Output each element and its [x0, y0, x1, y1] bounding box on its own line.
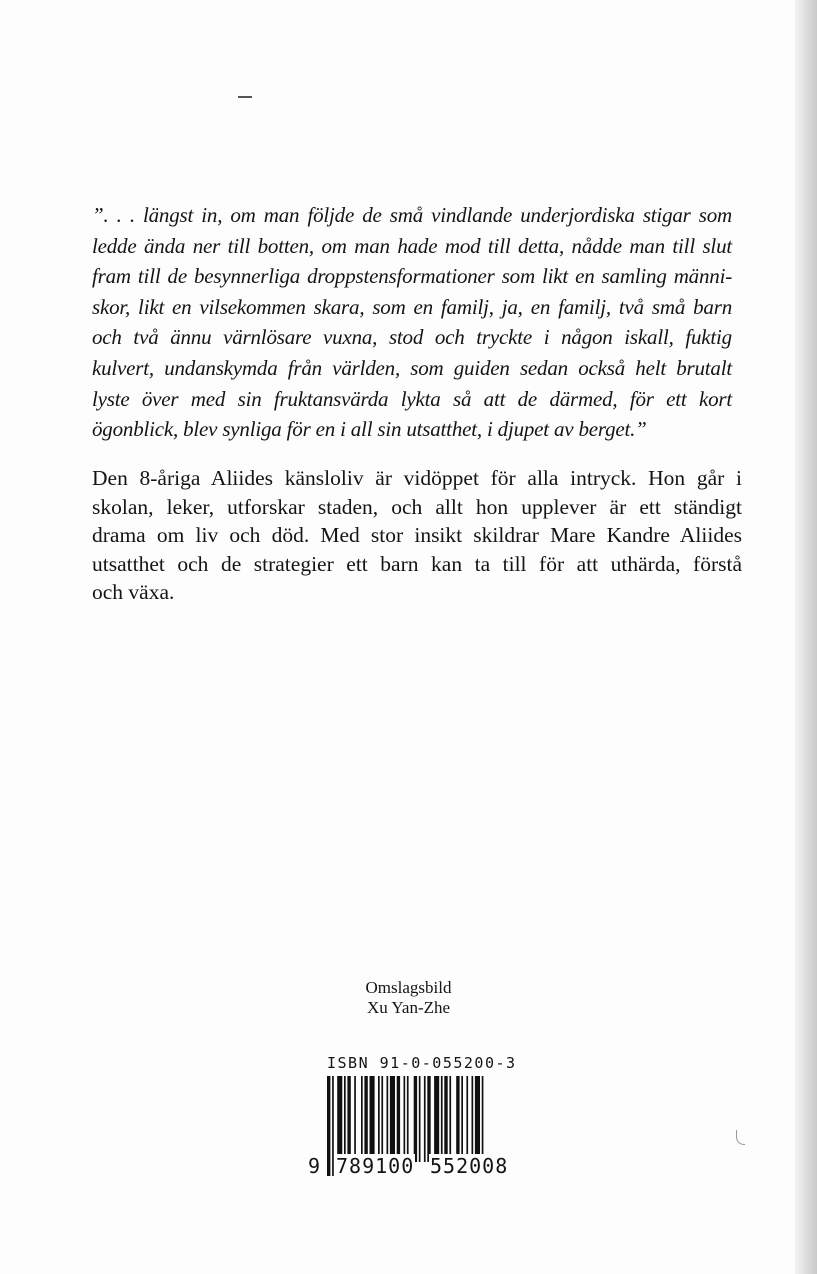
description-line: skolan, leker, utforskar staden, och allt hon upplever är ett ständigt — [92, 494, 742, 519]
quote-line: kulvert, undanskymda från världen, som guiden sedan också helt brutalt — [92, 355, 732, 380]
barcode-right-group: 552008 — [430, 1154, 509, 1178]
quote-line: ”. . . längst in, om man följde de små vindlande underjordiska stigar som — [92, 203, 732, 227]
description-line: Den 8-åriga Aliides känsloliv är vidöppet för alla intryck. Hon går i — [92, 466, 742, 490]
cover-credit-label: Omslagsbild — [365, 978, 452, 997]
barcode-lead-digit: 9 — [308, 1154, 321, 1178]
description-line: och växa. — [92, 580, 175, 605]
quote-line: och två ännu värnlösare vuxna, stod och tryckte i någon iskall, fuktig — [92, 325, 732, 350]
quote-line: ledde ända ner till botten, om man hade mod till detta, nådde man till slut — [92, 233, 732, 258]
print-speck — [238, 96, 252, 98]
quote-line: fram till de besynnerliga droppstensformationer som likt en samling männi- — [92, 264, 732, 289]
description-block — [92, 464, 742, 607]
isbn-barcode-block — [305, 1054, 535, 1184]
barcode-left-group: 789100 — [336, 1154, 415, 1178]
quote-line: ögonblick, blev synliga för en i all sin utsatthet, i djupet av berget.” — [92, 417, 647, 442]
page-edge — [795, 0, 817, 1274]
quote-block — [92, 200, 732, 445]
isbn-label: ISBN 91-0-055200-3 — [327, 1054, 517, 1072]
cover-credit-artist: Xu Yan-Zhe — [366, 998, 451, 1017]
barcode-digits — [305, 1154, 535, 1182]
description-line: drama om liv och död. Med stor insikt skildrar Mare Kandre Aliides — [92, 523, 742, 548]
quote-line: lyste över med sin fruktansvärda lykta så att de därmed, för ett kort — [92, 386, 732, 411]
description-line: utsatthet och de strategier ett barn kan ta till för att uthärda, förstå — [92, 551, 742, 576]
quote-line: skor, likt en vilsekommen skara, som en familj, ja, en familj, två små barn — [92, 294, 732, 319]
pencil-mark — [736, 1130, 745, 1145]
cover-credit — [0, 978, 817, 1018]
